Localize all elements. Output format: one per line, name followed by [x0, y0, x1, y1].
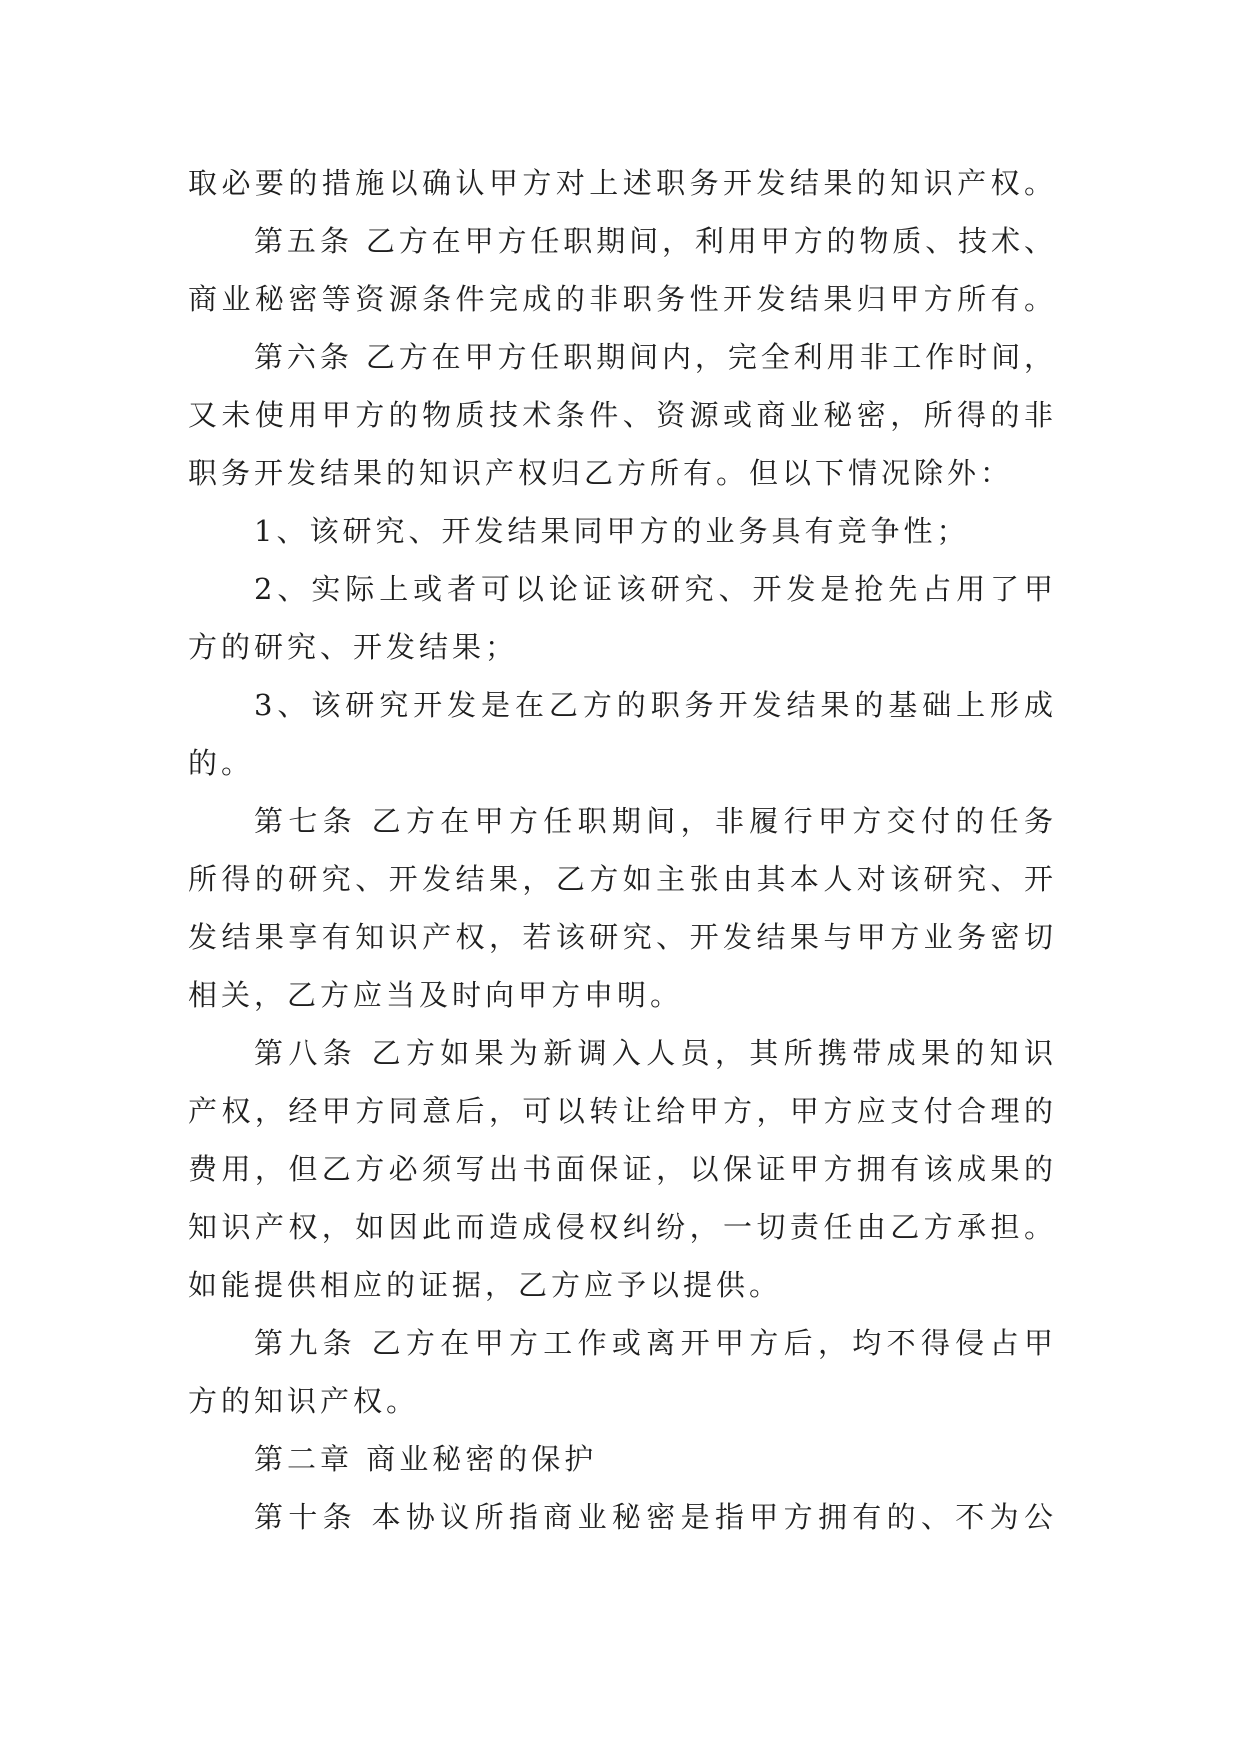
document-line: 发结果享有知识产权，若该研究、开发结果与甲方业务密切: [188, 920, 1054, 954]
document-line: 相关，乙方应当及时向甲方申明。: [188, 978, 684, 1012]
chapter-2-heading: 第二章 商业秘密的保护: [254, 1442, 598, 1476]
document-line: 的。: [188, 746, 255, 780]
document-line: 知识产权，如因此而造成侵权纠纷，一切责任由乙方承担。: [188, 1210, 1054, 1244]
list-item-1: 1、该研究、开发结果同甲方的业务具有竞争性；: [254, 514, 970, 548]
article-5-heading-line: 第五条 乙方在甲方任职期间，利用甲方的物质、技术、: [254, 224, 1054, 258]
document-line: 所得的研究、开发结果，乙方如主张由其本人对该研究、开: [188, 862, 1054, 896]
document-line: 费用，但乙方必须写出书面保证，以保证甲方拥有该成果的: [188, 1152, 1054, 1186]
article-6-heading-line: 第六条 乙方在甲方任职期间内，完全利用非工作时间，: [254, 340, 1054, 374]
article-10-heading-line: 第十条 本协议所指商业秘密是指甲方拥有的、不为公: [254, 1500, 1054, 1534]
document-line: 产权，经甲方同意后，可以转让给甲方，甲方应支付合理的: [188, 1094, 1054, 1128]
document-body: [188, 154, 1054, 1546]
document-line: 如能提供相应的证据，乙方应予以提供。: [188, 1268, 783, 1302]
list-item-3: 3、该研究开发是在乙方的职务开发结果的基础上形成: [254, 688, 1054, 722]
document-line: 取必要的措施以确认甲方对上述职务开发结果的知识产权。: [188, 166, 1054, 200]
document-line: 又未使用甲方的物质技术条件、资源或商业秘密，所得的非: [188, 398, 1054, 432]
document-line: 方的知识产权。: [188, 1384, 420, 1418]
list-item-2: 2、实际上或者可以论证该研究、开发是抢先占用了甲: [254, 572, 1054, 606]
document-line: 商业秘密等资源条件完成的非职务性开发结果归甲方所有。: [188, 282, 1054, 316]
document-line: 职务开发结果的知识产权归乙方所有。但以下情况除外：: [188, 456, 1014, 490]
document-line: 方的研究、开发结果；: [188, 630, 519, 664]
article-9-heading-line: 第九条 乙方在甲方工作或离开甲方后，均不得侵占甲: [254, 1326, 1054, 1360]
article-8-heading-line: 第八条 乙方如果为新调入人员，其所携带成果的知识: [254, 1036, 1054, 1070]
article-7-heading-line: 第七条 乙方在甲方任职期间，非履行甲方交付的任务: [254, 804, 1054, 838]
